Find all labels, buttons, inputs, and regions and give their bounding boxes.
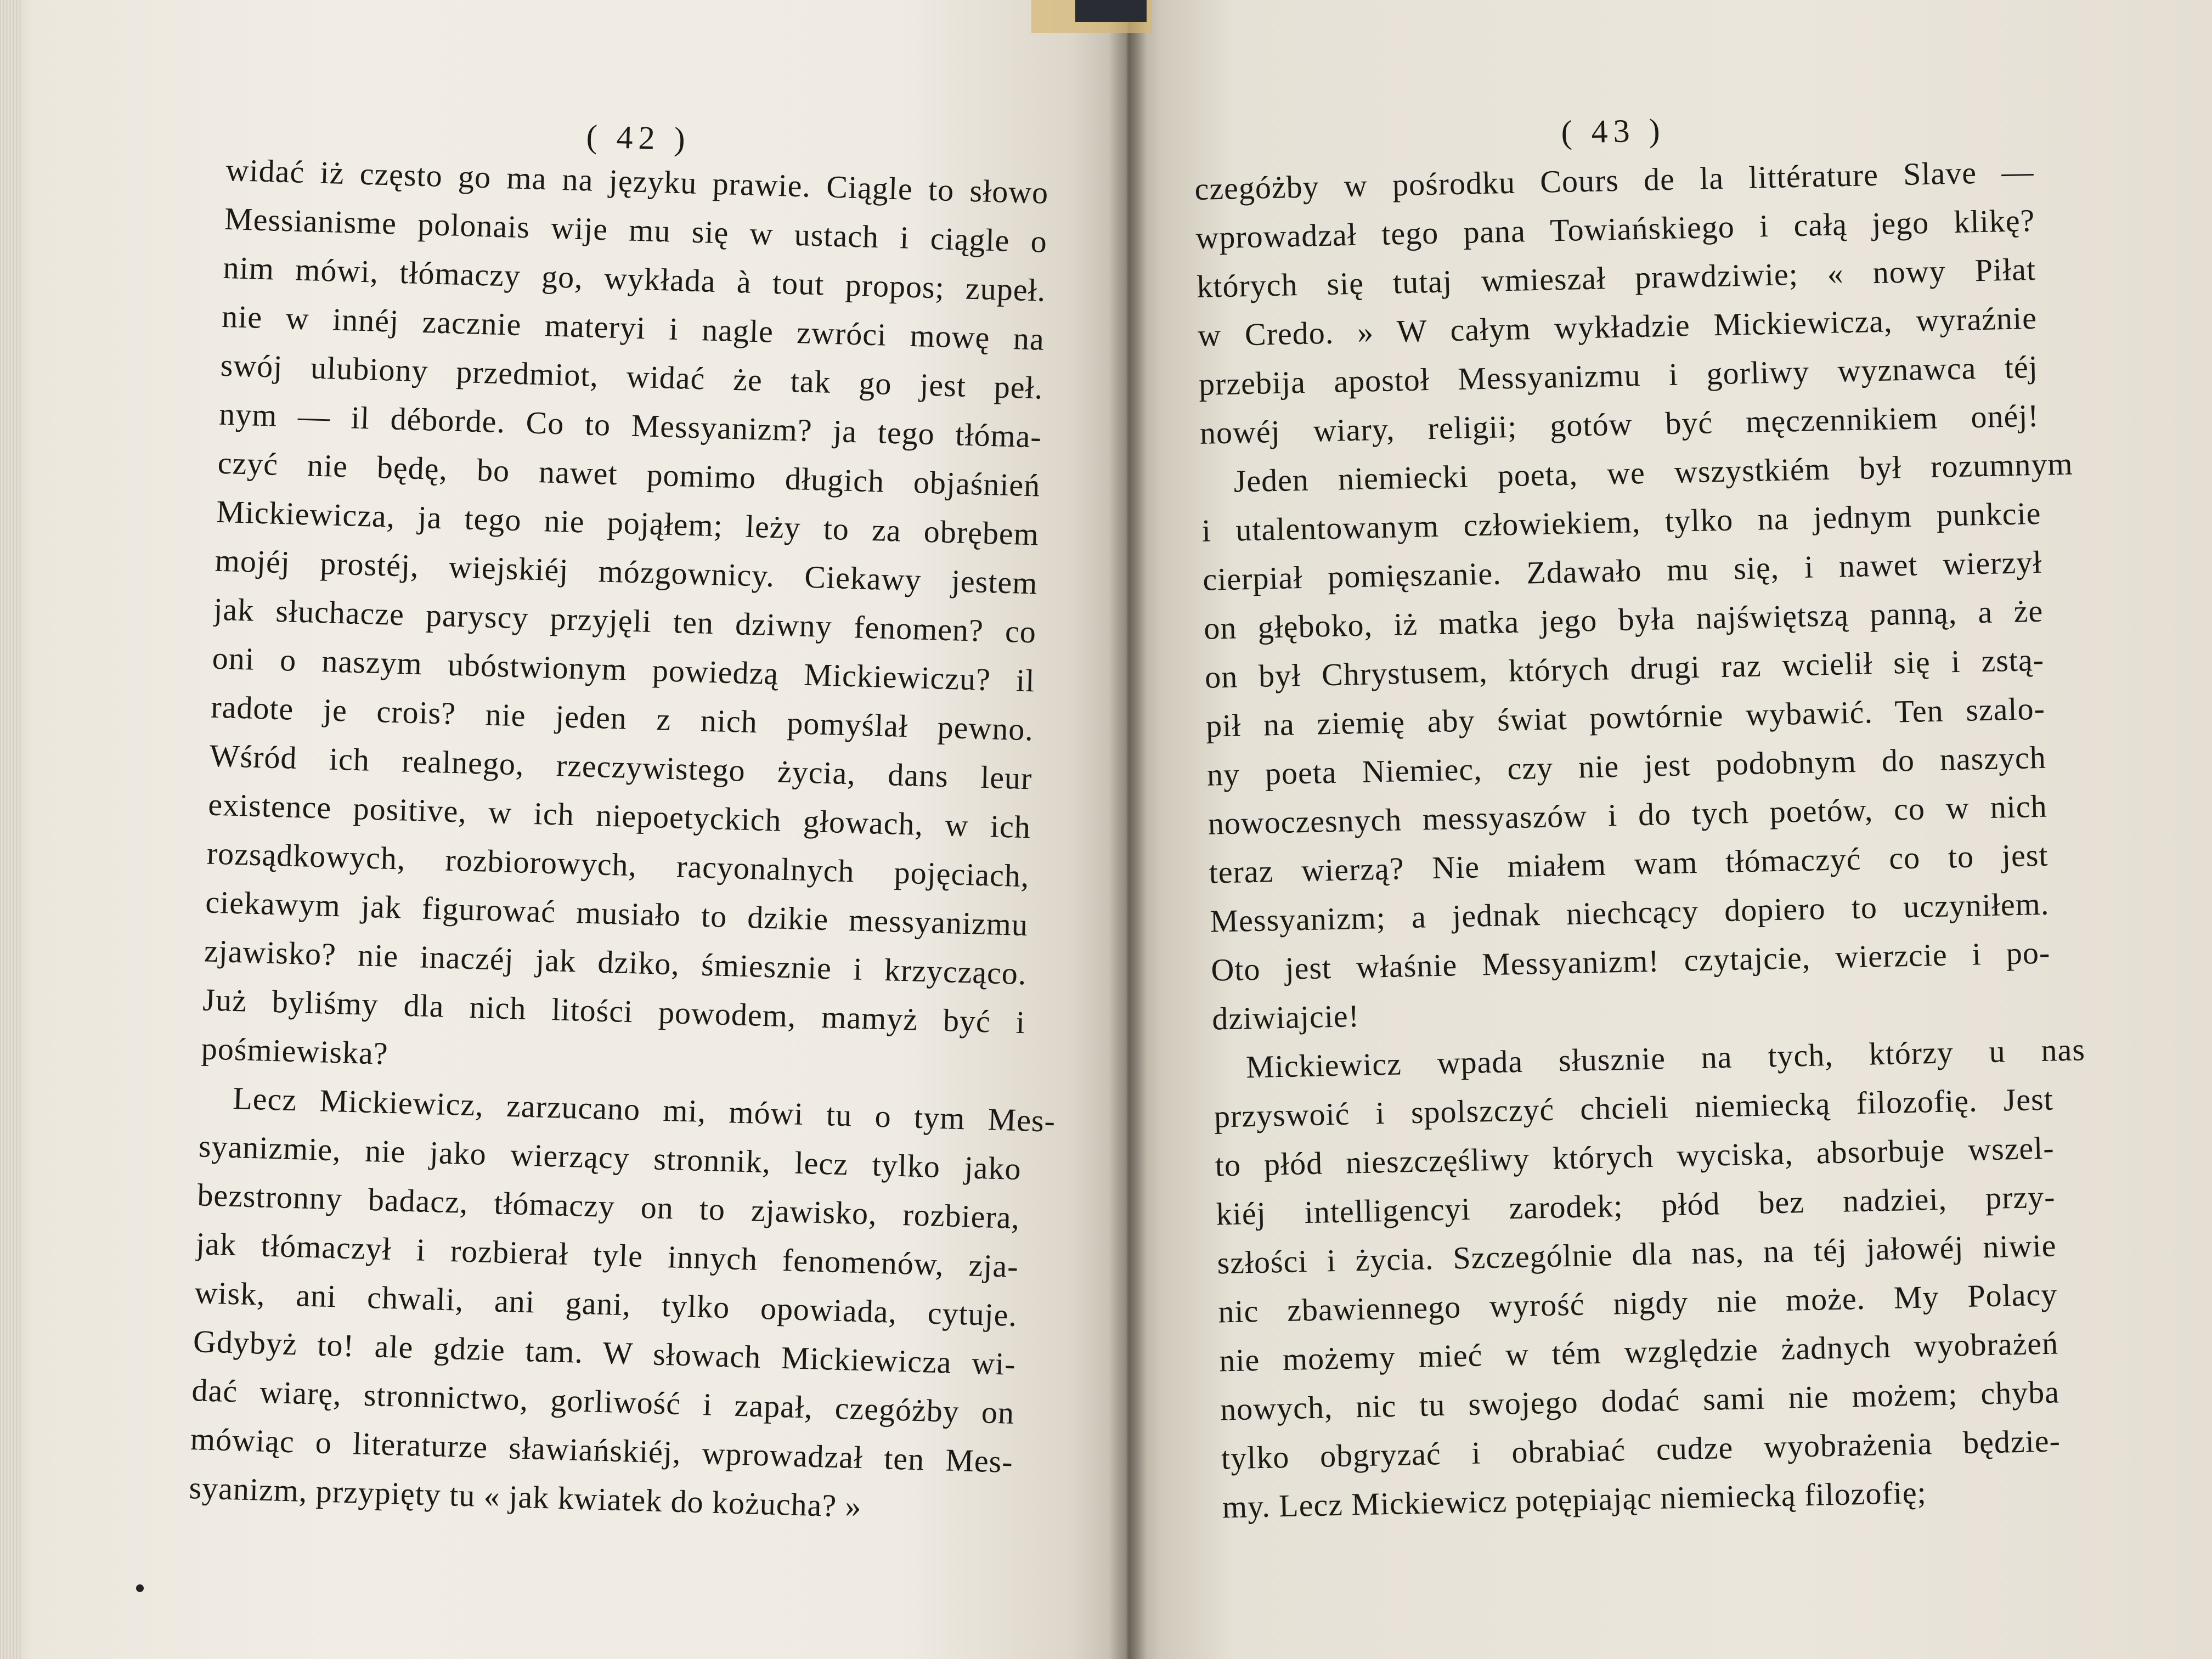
text-line: nie w innéj zacznie materyi i nagle zwróci mowę na bbox=[221, 298, 1045, 357]
text-line: Lecz Mickiewicz, zarzucano mi, mówi tu o tym Mes- bbox=[232, 1080, 1056, 1139]
text-line: w Credo. » W całym wykładzie Mickiewicza, wyraźnie bbox=[1197, 300, 2038, 353]
text-line: cierpiał pomięszanie. Zdawało mu się, i nawet wierzył bbox=[1202, 544, 2042, 597]
text-line: Już byliśmy dla nich litości powodem, mamyż być i bbox=[202, 981, 1026, 1041]
text-line: nim mówi, tłómaczy go, wykłada à tout propos; zupeł. bbox=[222, 249, 1047, 308]
text-line: ny poeta Niemiec, czy nie jest podobnym do naszych bbox=[1206, 739, 2047, 793]
text-line: wisk, ani chwali, ani gani, tylko opowiada, cytuje. bbox=[194, 1274, 1018, 1334]
text-line: pośmiewiska? bbox=[201, 1030, 389, 1071]
text-line: Mickiewicza, ja tego nie pojąłem; leży to za obrębem bbox=[216, 493, 1040, 552]
text-line: dziwiajcie! bbox=[1211, 998, 1360, 1037]
text-line: których się tutaj wmieszał prawdziwie; « nowy Piłat bbox=[1196, 251, 2036, 304]
text-line: syanizmie, nie jako wierzący stronnik, lecz tylko jako bbox=[198, 1128, 1022, 1187]
text-line: i utalentowanym człowiekiem, tylko na jednym punkcie bbox=[1201, 495, 2041, 549]
text-line: pił na ziemię aby świat powtórnie wybawić. Ten szalo- bbox=[1205, 690, 2046, 744]
text-line: nic zbawiennego wyrość nigdy nie może. My Polacy bbox=[1217, 1276, 2058, 1330]
right-page-text bbox=[1193, 103, 2086, 1531]
book-gutter bbox=[1108, 0, 1147, 1659]
text-line: tylko obgryzać i obrabiać cudze wyobrażenia będzie- bbox=[1221, 1423, 2061, 1476]
left-lines bbox=[188, 145, 1056, 1535]
text-line: existence positive, w ich niepoetyckich głowach, w ich bbox=[207, 786, 1031, 845]
text-line: nowéj wiary, religii; gotów być męczennikiem onéj! bbox=[1199, 397, 2040, 451]
page-number-right: ( 43 ) bbox=[1560, 111, 1666, 150]
text-line: my. Lecz Mickiewicz potępiając niemiecką filozofię; bbox=[1222, 1474, 1927, 1525]
right-lines bbox=[1194, 147, 2086, 1531]
text-line: nym — il déborde. Co to Messyanizm? ja tego tłóma- bbox=[218, 396, 1042, 455]
text-line: Jeden niemiecki poeta, we wszystkiém był rozumnym bbox=[1233, 445, 2074, 499]
text-line: radote je crois? nie jeden z nich pomyślał pewno. bbox=[210, 689, 1034, 748]
page-number-left: ( 42 ) bbox=[585, 118, 691, 157]
text-line: nowych, nic tu swojego dodać sami nie możem; chyba bbox=[1220, 1374, 2060, 1427]
background-strip bbox=[1075, 0, 1147, 22]
left-page-text bbox=[188, 107, 1056, 1535]
text-line: ciekawym jak figurować musiało to dzikie messyanizmu bbox=[205, 884, 1029, 943]
text-line: nowoczesnych messyaszów i do tych poetów, co w nich bbox=[1207, 788, 2048, 842]
text-line: mojéj prostéj, wiejskiéj mózgownicy. Ciekawy jestem bbox=[215, 542, 1039, 601]
text-line: teraz wierzą? Nie miałem wam tłómaczyć co to jest bbox=[1209, 837, 2049, 890]
text-line: Messianisme polonais wije mu się w ustach i ciągle o bbox=[224, 200, 1048, 259]
text-line: rozsądkowych, rozbiorowych, racyonalnych pojęciach, bbox=[206, 835, 1030, 894]
text-line: on głęboko, iż matka jego była najświętszą panną, a że bbox=[1203, 592, 2044, 646]
text-line: to płód nieszczęśliwy których wyciska, absorbuje wszel- bbox=[1215, 1130, 2055, 1183]
text-line: syanizm, przypięty tu « jak kwiatek do kożucha? » bbox=[188, 1470, 862, 1525]
text-line: wprowadzał tego pana Towiańskiego i całą jego klikę? bbox=[1195, 202, 2035, 256]
text-line: przebija apostoł Messyanizmu i gorliwy wyznawca téj bbox=[1198, 348, 2039, 402]
ink-dot bbox=[136, 1584, 144, 1592]
text-line: Mickiewicz wpada słusznie na tych, którzy u nas bbox=[1245, 1031, 2086, 1085]
text-line: czyć nie będę, bo nawet pomimo długich objaśnień bbox=[217, 444, 1041, 504]
text-line: dać wiarę, stronnictwo, gorliwość i zapał, czegóżby on bbox=[191, 1372, 1015, 1431]
text-line: Wśród ich realnego, rzeczywistego życia, dans leur bbox=[209, 737, 1033, 797]
text-line: Oto jest właśnie Messyanizm! czytajcie, wierzcie i po- bbox=[1210, 934, 2051, 988]
text-line: szłości i życia. Szczególnie dla nas, na téj jałowéj niwie bbox=[1216, 1227, 2057, 1281]
text-line: bezstronny badacz, tłómaczy on to zjawisko, rozbiera, bbox=[196, 1177, 1020, 1236]
text-line: kiéj intelligencyi zarodek; płód bez nadziei, przy- bbox=[1216, 1178, 2056, 1232]
text-line: zjawisko? nie inaczéj jak dziko, śmiesznie i krzycząco. bbox=[204, 933, 1028, 992]
text-line: swój ulubiony przedmiot, widać że tak go jest peł. bbox=[219, 347, 1044, 406]
text-line: nie możemy mieć w tém względzie żadnych wyobrażeń bbox=[1218, 1325, 2059, 1379]
text-line: widać iż często go ma na języku prawie. Ciągle to słowo bbox=[225, 151, 1049, 211]
text-line: mówiąc o literaturze sławiańskiéj, wprowadzał ten Mes- bbox=[190, 1421, 1014, 1480]
text-line: oni o naszym ubóstwionym powiedzą Mickiewiczu? il bbox=[212, 640, 1036, 699]
text-line: Gdybyż to! ale gdzie tam. W słowach Mickiewicza wi- bbox=[193, 1323, 1017, 1382]
text-line: jak słuchacze paryscy przyjęli ten dziwny fenomen? co bbox=[213, 591, 1037, 650]
text-line: on był Chrystusem, których drugi raz wcielił się i zstą- bbox=[1204, 641, 2045, 695]
text-line: Messyanizm; a jednak niechcący dopiero to uczyniłem. bbox=[1209, 885, 2050, 939]
text-line: przyswoić i spolszczyć chcieli niemiecką filozofię. Jest bbox=[1214, 1081, 2054, 1135]
text-line: czegóżby w pośrodku Cours de la littérature Slave — bbox=[1194, 153, 2034, 207]
page-edges bbox=[0, 0, 22, 1659]
text-line: jak tłómaczył i rozbierał tyle innych fenomenów, zja- bbox=[195, 1226, 1019, 1285]
